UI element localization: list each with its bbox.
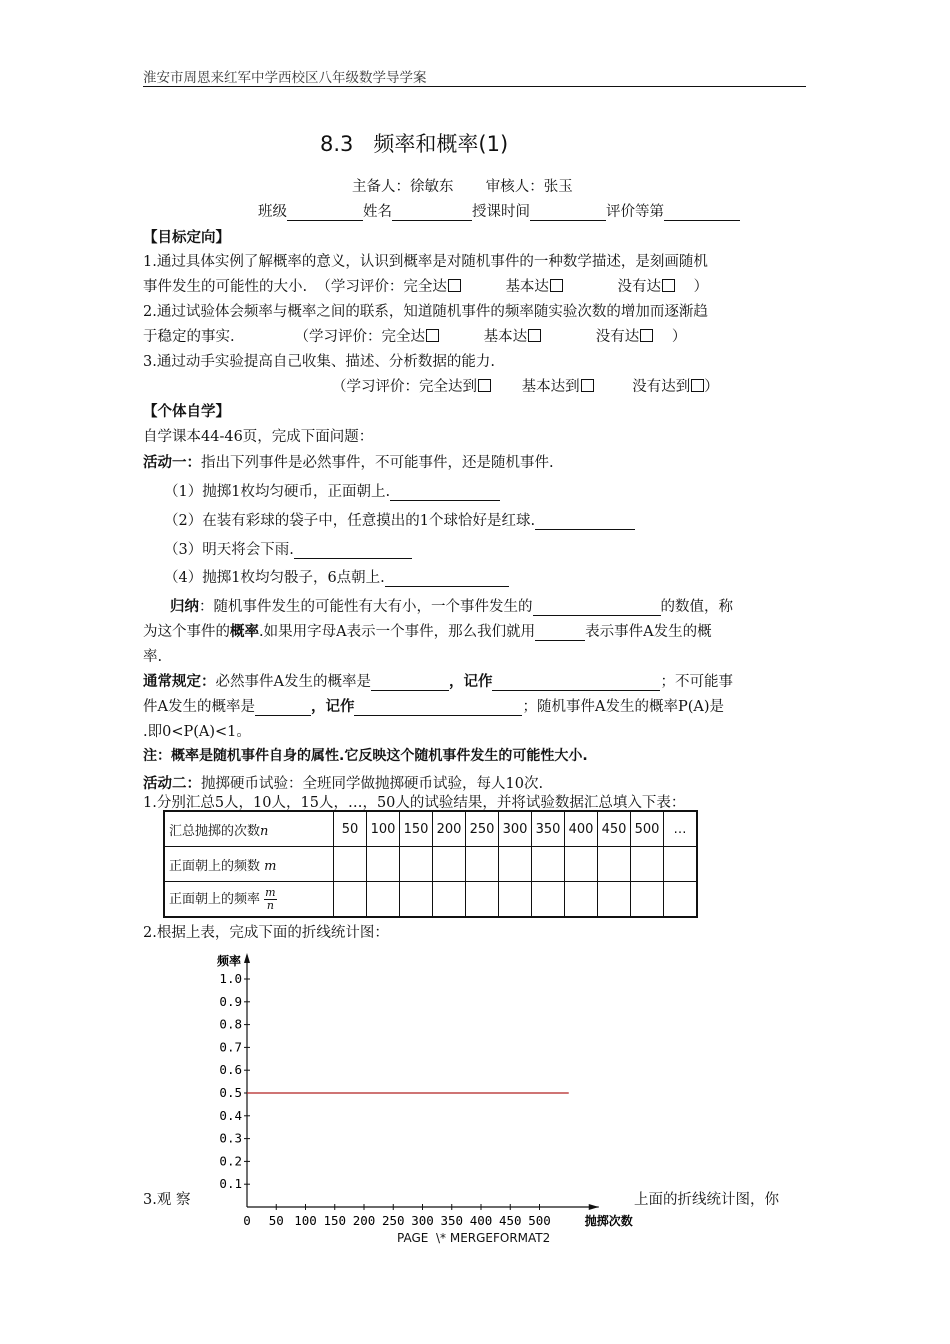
item-1-blank[interactable]: [390, 485, 500, 501]
none-label-1: 没有达: [617, 279, 662, 295]
x-axis-arrow: [589, 1204, 599, 1210]
summary-text-c: 为这个事件的: [143, 624, 230, 640]
checkbox-basic-3[interactable]: [581, 379, 594, 392]
item-1-text: （1）抛掷1枚均匀硬币，正面朝上.: [164, 484, 391, 500]
x-tick-label: 200: [352, 1213, 376, 1228]
coin-toss-table: [163, 810, 698, 918]
y-tick-label: 0.2: [219, 1153, 242, 1169]
y-tick-label: 0.7: [219, 1039, 242, 1055]
frequency-line-chart: [200, 945, 640, 1235]
self-study-intro: 自学课本44-46页，完成下面问题：: [143, 429, 374, 445]
goal-2-line-a: 2.通过试验体会频率与概率之间的联系，知道随机事件的频率随实验次数的增加而逐渐趋: [143, 304, 708, 320]
y-tick-label: 0.8: [219, 1016, 242, 1032]
col-header-11: …: [664, 811, 698, 847]
rule-text-f: ；随机事件A发生的概率P(A)是: [522, 699, 724, 715]
table-cell[interactable]: [466, 882, 499, 918]
y-tick-label: 0.1: [219, 1176, 242, 1192]
page-title: 8.3 频率和概率(1): [320, 132, 509, 156]
activity-1-text: 指出下列事件是必然事件，不可能事件，还是随机事件.: [201, 455, 554, 471]
checkbox-basic-1[interactable]: [550, 279, 563, 292]
self-study-heading: 【个体自学】: [143, 404, 230, 420]
table-cell[interactable]: [334, 847, 367, 882]
item-3-text: （3）明天将会下雨.: [164, 542, 294, 558]
item-4-blank[interactable]: [385, 571, 509, 587]
col-header-2: 100: [367, 811, 400, 847]
col-header-3: 150: [400, 811, 433, 847]
summary-text-a: ：随机事件发生的可能性有大有小，一个事件发生的: [199, 599, 533, 615]
col-header-4: 200: [433, 811, 466, 847]
name-blank[interactable]: [392, 205, 472, 221]
table-cell[interactable]: [499, 882, 532, 918]
item-2-blank[interactable]: [535, 514, 635, 530]
close-paren-2: ）: [671, 329, 687, 345]
summary-text-d: .如果用字母A表示一个事件，那么我们就用: [259, 624, 536, 640]
activity-1-line: [143, 451, 554, 472]
col-header-6: 300: [499, 811, 532, 847]
goal-1-line-b: [143, 275, 708, 296]
table-cell[interactable]: [664, 882, 698, 918]
rule-label: 通常规定：: [143, 674, 216, 690]
activity-1-item-4: [164, 566, 509, 587]
summary-blank-1[interactable]: [533, 600, 661, 616]
table-cell[interactable]: [598, 882, 631, 918]
basic-label-2: 基本达: [483, 329, 528, 345]
activity-1-item-3: [164, 538, 412, 559]
note-line: 注：概率是随机事件自身的属性.它反映这个随机事件发生的可能性大小.: [143, 748, 588, 764]
authors-line: 主备人：徐敏东 审核人：张玉: [352, 179, 573, 195]
table-cell[interactable]: [631, 847, 664, 882]
activity-2-line: [143, 772, 543, 793]
col-header-7: 350: [532, 811, 565, 847]
row-header-frequency-count: 正面朝上的频数 m: [164, 847, 334, 882]
table-cell[interactable]: [367, 847, 400, 882]
summary-line-3: 率.: [143, 649, 163, 665]
goal-1-text: 事件发生的可能性的大小. （学习评价：完全达: [143, 279, 447, 295]
table-cell[interactable]: [367, 882, 400, 918]
table-cell[interactable]: [565, 882, 598, 918]
table-cell[interactable]: [532, 847, 565, 882]
activity-2-label: 活动二：: [143, 776, 201, 792]
x-tick-label: 450: [498, 1213, 522, 1228]
x-tick-label: 300: [411, 1213, 434, 1228]
time-blank[interactable]: [530, 205, 606, 221]
table-row: [164, 811, 697, 847]
grade-label: 评价等第: [606, 204, 664, 220]
summary-line-1: [170, 595, 733, 616]
y-tick-label: 0.5: [219, 1085, 242, 1100]
basic-label-1: 基本达: [505, 279, 549, 295]
x-tick-label: 400: [469, 1213, 493, 1228]
x-tick-label: 150: [323, 1213, 347, 1228]
goal-2-text: 于稳定的事实. （学习评价：完全达: [143, 329, 426, 345]
checkbox-none-3[interactable]: [691, 379, 704, 392]
col-header-5: 250: [466, 811, 499, 847]
goal-2-line-b: [143, 325, 686, 346]
close-paren-3: ）: [704, 379, 719, 395]
summary-line-2: [143, 620, 712, 641]
x-tick-label: 100: [294, 1213, 317, 1228]
table-cell[interactable]: [532, 882, 565, 918]
time-label: 授课时间: [472, 204, 530, 220]
step-2-line: 2.根据上表，完成下面的折线统计图：: [143, 925, 389, 941]
header-rule: [143, 86, 806, 87]
col-header-8: 400: [565, 811, 598, 847]
y-tick-label: 0.4: [219, 1107, 242, 1123]
checkbox-none-1[interactable]: [662, 279, 675, 292]
checkbox-none-2[interactable]: [640, 329, 653, 342]
goal-3-text: （学习评价：完全达到: [332, 379, 477, 395]
goals-heading: 【目标定向】: [143, 230, 230, 246]
item-2-text: （2）在装有彩球的袋子中，任意摸出的1个球恰好是红球.: [164, 513, 536, 529]
summary-blank-2[interactable]: [535, 625, 585, 641]
checkbox-complete-1[interactable]: [448, 279, 461, 292]
student-info-line: [258, 200, 740, 221]
activity-1-item-2: [164, 509, 635, 530]
goal-3-line-b: [332, 375, 719, 396]
x-tick-label: 50: [268, 1213, 284, 1228]
page-footer: PAGE \* MERGEFORMAT2: [397, 1231, 551, 1245]
checkbox-complete-3[interactable]: [478, 379, 491, 392]
summary-text-e: 表示事件A发生的概: [585, 624, 712, 640]
activity-1-item-1: [164, 480, 500, 501]
step-3-right: 上面的折线统计图，你: [634, 1192, 779, 1208]
none-label-2: 没有达: [595, 329, 640, 345]
rule-line-3: .即0<P(A)<1。: [143, 724, 251, 740]
y-tick-label: 0.3: [219, 1130, 242, 1146]
checkbox-basic-2[interactable]: [528, 329, 541, 342]
rule-line-2: [143, 695, 724, 716]
table-cell[interactable]: [499, 847, 532, 882]
x-tick-label: 250: [381, 1213, 405, 1228]
rule-text-b: ，记作: [448, 674, 493, 690]
name-label: 姓名: [363, 204, 392, 220]
row-header-frequency-rate: 正面朝上的频率 $\frac{m}{n}$: [164, 882, 334, 918]
col-header-9: 450: [598, 811, 631, 847]
activity-1-label: 活动一：: [143, 455, 201, 471]
row-header-toss-count: 汇总抛掷的次数n: [164, 811, 334, 847]
table-cell[interactable]: [433, 882, 466, 918]
activity-2-text: 抛掷硬币试验：全班同学做抛掷硬币试验，每人10次.: [201, 776, 544, 792]
rule-text-e: ，记作: [310, 699, 355, 715]
table-cell[interactable]: [400, 847, 433, 882]
y-axis-label: 频率: [217, 954, 242, 968]
table-cell[interactable]: [433, 847, 466, 882]
grade-blank[interactable]: [664, 205, 740, 221]
x-tick-label: 0: [243, 1213, 251, 1228]
table-row: [164, 847, 697, 882]
table-cell[interactable]: [664, 847, 698, 882]
x-tick-label: 350: [440, 1213, 464, 1228]
close-paren-1: ）: [693, 279, 709, 295]
x-axis-label: 抛掷次数: [584, 1214, 633, 1228]
x-tick-label: 500: [528, 1213, 551, 1228]
table-cell[interactable]: [334, 882, 367, 918]
step-3-left: 3.观 察: [143, 1192, 191, 1208]
table-cell[interactable]: [466, 847, 499, 882]
rule-text-d: 件A发生的概率是: [143, 699, 255, 715]
goal-1-line-a: 1.通过具体实例了解概率的意义，认识到概率是对随机事件的一种数学描述，是刻画随机: [143, 254, 708, 270]
class-label: 班级: [258, 204, 287, 220]
class-blank[interactable]: [287, 205, 363, 221]
table-cell[interactable]: [631, 882, 664, 918]
none-label-3: 没有达到: [632, 379, 691, 395]
rule-line-1: [143, 670, 733, 691]
summary-text-b: 的数值，称: [660, 599, 733, 615]
rule-blank-4[interactable]: [354, 700, 522, 716]
table-cell[interactable]: [598, 847, 631, 882]
basic-label-3: 基本达到: [521, 379, 580, 395]
y-tick-label: 0.9: [219, 993, 242, 1009]
table-row: [164, 882, 697, 918]
table-cell[interactable]: [400, 882, 433, 918]
page-header: 淮安市周恩来红军中学西校区八年级数学导学案: [143, 70, 427, 86]
y-tick-label: 0.6: [219, 1062, 242, 1078]
checkbox-complete-2[interactable]: [426, 329, 439, 342]
y-tick-label: 1.0: [219, 971, 242, 986]
step-1-line: 1.分别汇总5人，10人，15人，…，50人的试验结果，并将试验数据汇总填入下表：: [143, 795, 686, 811]
rule-text-c: ；不可能事: [660, 674, 733, 690]
summary-label: 归纳: [170, 599, 199, 615]
col-header-10: 500: [631, 811, 664, 847]
rule-text-a: 必然事件A发生的概率是: [215, 674, 371, 690]
rule-blank-2[interactable]: [492, 675, 660, 691]
col-header-1: 50: [334, 811, 367, 847]
rule-blank-3[interactable]: [255, 700, 311, 716]
rule-blank-1[interactable]: [371, 675, 449, 691]
item-3-blank[interactable]: [294, 543, 412, 559]
table-cell[interactable]: [565, 847, 598, 882]
goal-3-line-a: 3.通过动手实验提高自己收集、描述、分析数据的能力.: [143, 354, 495, 370]
summary-bold-word: 概率: [230, 624, 259, 640]
item-4-text: （4）抛掷1枚均匀骰子，6点朝上.: [164, 570, 385, 586]
y-axis-arrow: [244, 953, 250, 963]
